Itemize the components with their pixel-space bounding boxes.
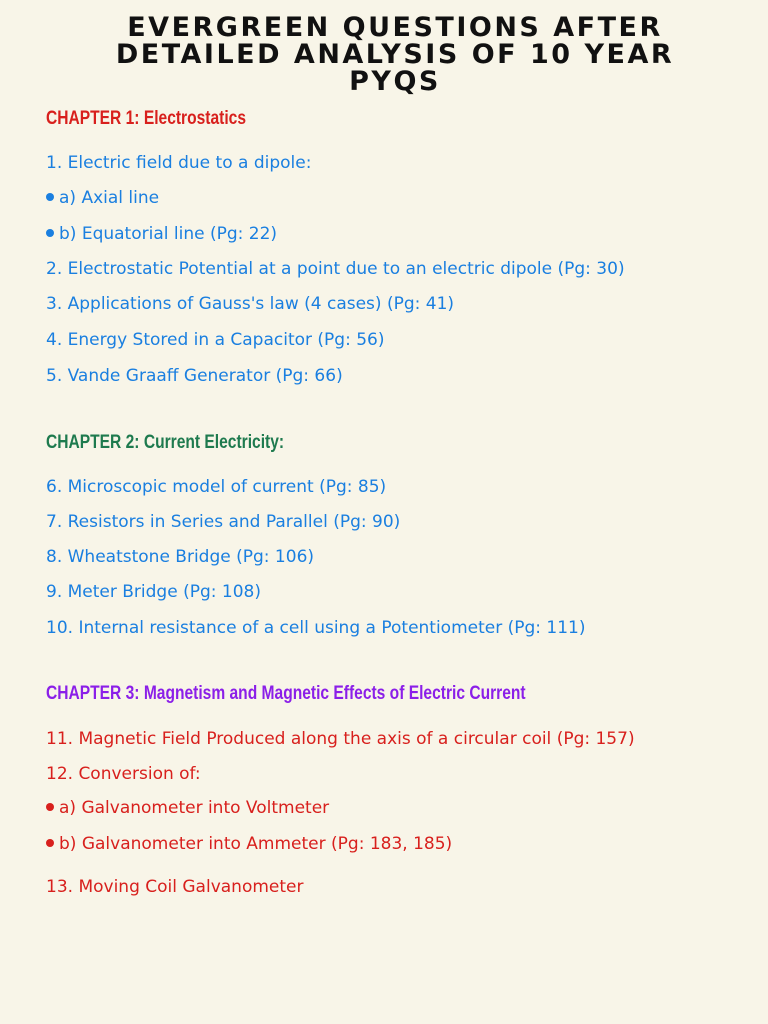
list-item-text: 12. Conversion of:: [46, 764, 201, 784]
list-item: [46, 877, 303, 897]
list-item: [46, 618, 586, 638]
list-item-text: 13. Moving Coil Galvanometer: [46, 877, 304, 897]
list-item-text: b) Galvanometer into Ammeter (Pg: 183, 185): [59, 834, 453, 854]
chapter-2-heading: CHAPTER 2: Current Electricity:: [46, 432, 285, 453]
bullet-icon: [46, 839, 54, 847]
list-item: [46, 224, 277, 244]
page-title: [0, 14, 768, 95]
list-item: [46, 477, 386, 497]
list-item-text: a) Galvanometer into Voltmeter: [59, 798, 330, 818]
list-item: [46, 798, 329, 818]
list-item-text: 6. Microscopic model of current (Pg: 85): [46, 477, 387, 497]
list-item: [46, 294, 454, 314]
list-item-text: b) Equatorial line (Pg: 22): [59, 224, 278, 244]
list-item-text: 5. Vande Graaff Generator (Pg: 66): [46, 366, 343, 386]
list-item-text: 7. Resistors in Series and Parallel (Pg: 90): [46, 512, 401, 532]
list-item-text: 10. Internal resistance of a cell using a Potentiometer (Pg: 111): [46, 618, 586, 638]
list-item: [46, 366, 343, 386]
list-item: [46, 764, 201, 784]
bullet-icon: [46, 803, 54, 811]
list-item-text: 2. Electrostatic Potential at a point due to an electric dipole (Pg: 30): [46, 259, 625, 279]
list-item-text: 4. Energy Stored in a Capacitor (Pg: 56): [46, 330, 385, 350]
chapter-3-heading: CHAPTER 3: Magnetism and Magnetic Effects of Electric Current: [46, 683, 526, 704]
title-line-2: DETAILED ANALYSIS OF 10 YEAR: [115, 39, 675, 70]
list-item: [46, 547, 314, 567]
bullet-icon: [46, 229, 54, 237]
list-item: [46, 188, 159, 208]
list-item: [46, 153, 311, 173]
chapter-1-heading: CHAPTER 1: Electrostatics: [46, 108, 247, 129]
list-item-text: 11. Magnetic Field Produced along the axis of a circular coil (Pg: 157): [46, 729, 635, 749]
bullet-icon: [46, 193, 54, 201]
title-line-1: EVERGREEN QUESTIONS AFTER: [127, 12, 663, 43]
list-item-text: 9. Meter Bridge (Pg: 108): [46, 582, 261, 602]
list-item-text: 3. Applications of Gauss's law (4 cases) (Pg: 41): [46, 294, 455, 314]
list-item: [46, 512, 400, 532]
list-item: [46, 259, 625, 279]
title-line-3: PYQS: [349, 66, 441, 97]
list-item-text: 8. Wheatstone Bridge (Pg: 106): [46, 547, 315, 567]
list-item-text: a) Axial line: [59, 188, 160, 208]
list-item: [46, 582, 261, 602]
list-item-text: 1. Electric field due to a dipole:: [46, 153, 312, 173]
list-item: [46, 729, 635, 749]
list-item: [46, 330, 385, 350]
list-item: [46, 834, 452, 854]
